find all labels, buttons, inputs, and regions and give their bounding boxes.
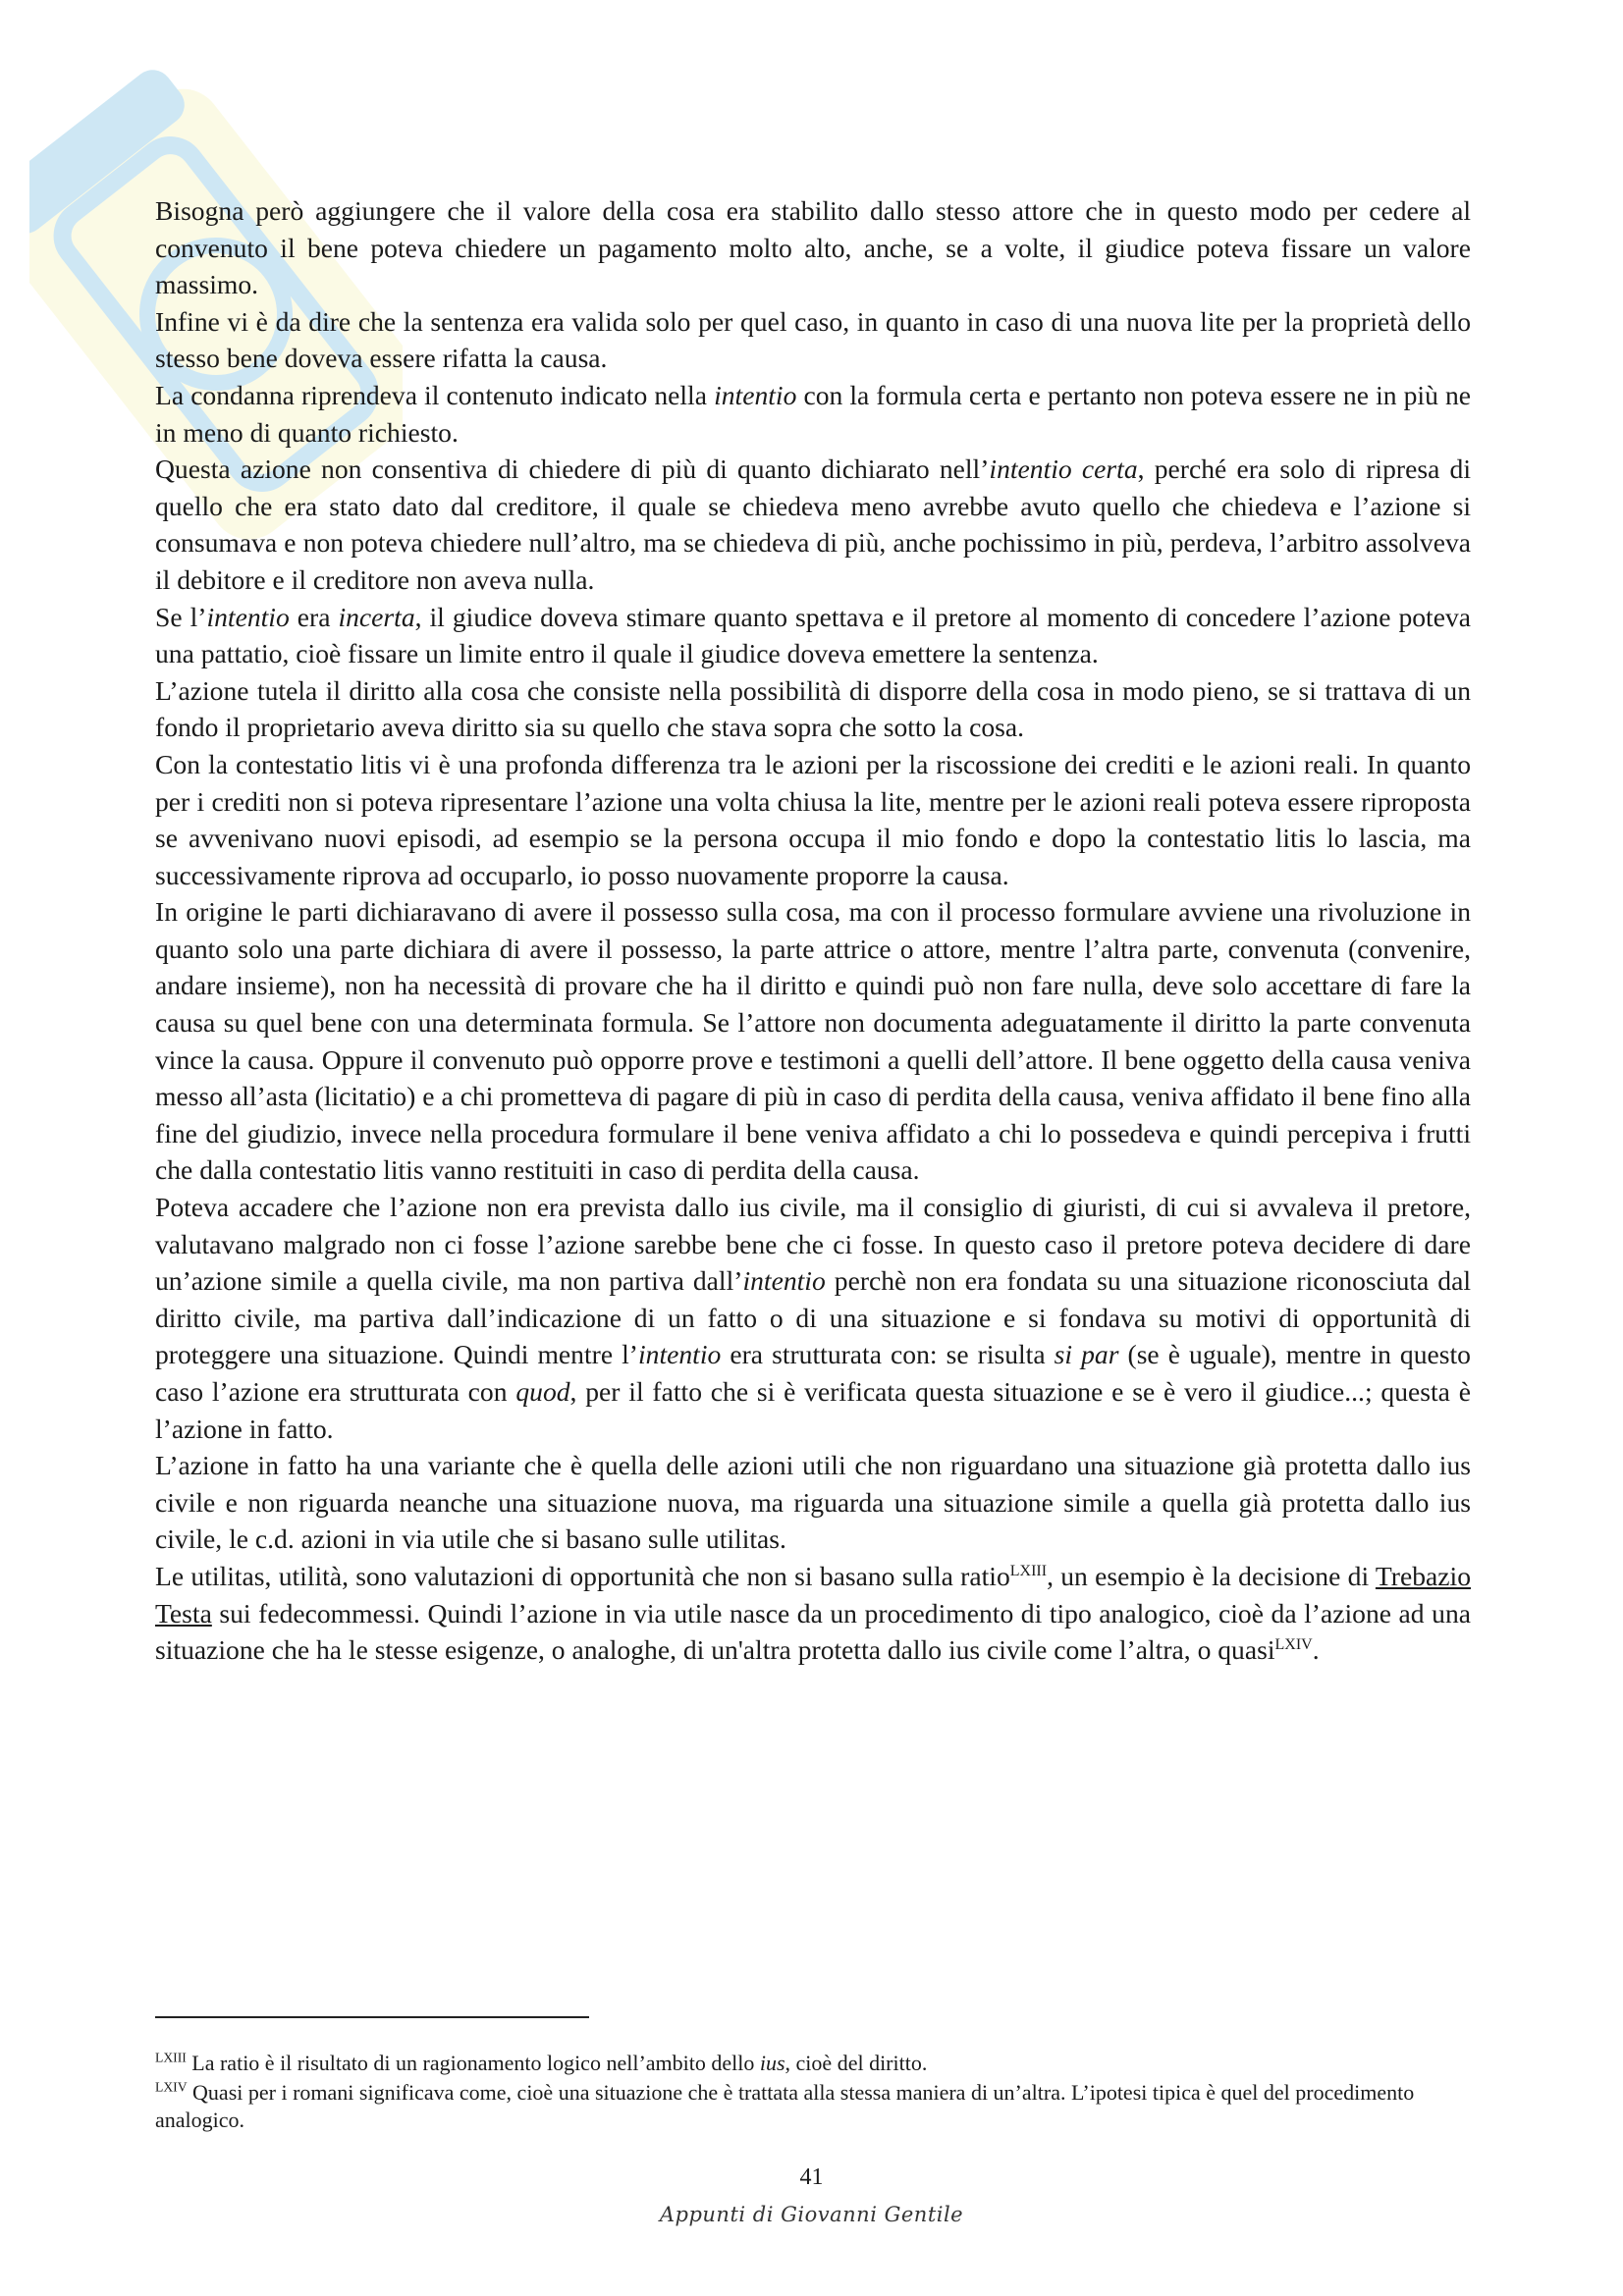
- paragraph: L’azione in fatto ha una variante che è quella delle azioni utili che non riguardano una situazione già protetta dallo ius civile e non riguarda neanche una situazione nuova, ma riguarda una situazione simile a quella già protetta dallo ius civile, le c.d. azioni in via utile che si basano sulle utilitas.: [155, 1450, 1471, 1555]
- footnote-mark: LXIV: [155, 2079, 188, 2095]
- author-signature: Appunti di Giovanni Gentile: [659, 2203, 964, 2226]
- footnote-ref[interactable]: LXIII: [1009, 1562, 1048, 1579]
- footnote: $^{LXIV}$ Quasi per i romani significava come, cioè una situazione che è trattata alla stessa maniera di un’altra. L’ipotesi tipica è quel del procedimento analogico.: [155, 2079, 1415, 2133]
- footnote: $^{LXIII}$ La ratio è il risultato di un ragionamento logico nell’ambito dello ius, cioè del diritto.: [155, 2050, 928, 2075]
- paragraph: Se l’intentio era incerta, il giudice doveva stimare quanto spettava e il pretore al momento di concedere l’azione poteva una pattatio, cioè fissare un limite entro il quale il giudice doveva emettere la sentenza.: [155, 601, 1471, 669]
- paragraph: Questa azione non consentiva di chiedere di più di quanto dichiarato nell’intentio certa, perché era solo di ripresa di quello che era stato dato dal creditore, il quale se chiedeva meno avrebbe avuto quello che chiedeva e l’azione si consumava e non poteva chiedere null’altro, ma se chiedeva di più, anche pochissimo in più, perdeva, l’arbitro assolveva il debitore e il creditore non aveva nulla.: [155, 454, 1471, 595]
- paragraph: Infine vi è da dire che la sentenza era valida solo per quel caso, in quanto in caso di una nuova lite per la proprietà dello stesso bene doveva essere rifatta la causa.: [155, 305, 1471, 374]
- paragraph: Con la contestatio litis vi è una profonda differenza tra le azioni per la riscossione dei crediti e le azioni reali. In quanto per i crediti non si poteva ripresentare l’azione una volta chiusa la lite, mentre per le azioni reali poteva essere riproposta se avvenivano nuovi episodi, ad esempio se la persona occupa il mio fondo e dopo la contestatio litis lo lascia, ma successivamente riprova ad occuparlo, io posso nuovamente proporre la causa.: [155, 748, 1471, 890]
- page-number: 41: [799, 2164, 824, 2190]
- footnote-ref[interactable]: LXIV: [1274, 1635, 1313, 1653]
- paragraph: Bisogna però aggiungere che il valore della cosa era stabilito dallo stesso attore che in questo modo per cedere al convenuto il bene poteva chiedere un pagamento molto alto, anche, se a volte, il giudice poteva fissare un valore massimo.: [155, 195, 1471, 300]
- trebazio-testa-link[interactable]: Trebazio Testa: [155, 1560, 1471, 1629]
- paragraph: Le utilitas, utilità, sono valutazioni di opportunità che non si basano sulla ratio$^{LXIII}$, un esempio è la decisione di Trebazio Testa sui fedecommessi. Quindi l’azione in via utile nasce da un procedimento di tipo analogico, cioè da l’azione ad una situazione che ha le stesse esigenze, o analoghe, di un'altra protetta dallo ius civile come l’altra, o quasi$^{LXIV}$.: [155, 1560, 1471, 1666]
- footnotes: [155, 2050, 1471, 2136]
- footnote-mark: LXIII: [155, 2050, 187, 2065]
- paragraph: L’azione tutela il diritto alla cosa che consiste nella possibilità di disporre della cosa in modo pieno, se si trattava di un fondo il proprietario aveva diritto sia su quello che stava sopra che sotto la cosa.: [155, 674, 1471, 743]
- paragraph: Poteva accadere che l’azione non era prevista dallo ius civile, ma il consiglio di giuristi, di cui si avvaleva il pretore, valutavano malgrado non ci fosse l’azione sarebbe bene che ci fosse. In questo caso il pretore poteva decidere di dare un’azione simile a quella civile, ma non partiva dall’intentio perchè non era fondata su una situazione riconosciuta dal diritto civile, ma partiva dall’indicazione di un fatto o di una situazione e si fondava su motivi di opportunità di proteggere una situazione. Quindi mentre l’intentio era strutturata con: se risulta si par (se è uguale), mentre in questo caso l’azione era strutturata con quod, per il fatto che si è verificata questa situazione e se è vero il giudice...; questa è l’azione in fatto.: [155, 1192, 1471, 1444]
- footnote-divider: [155, 2016, 589, 2018]
- document-body: [155, 192, 1471, 1669]
- paragraph: In origine le parti dichiaravano di avere il possesso sulla cosa, ma con il processo formulare avviene una rivoluzione in quanto solo una parte dichiara di avere il possesso, la parte attrice o attore, mentre l’altra parte, convenuta (convenire, andare insieme), non ha necessità di provare che ha il diritto e quindi può non fare nulla, deve solo accettare di fare la causa su quel bene con una determinata formula. Se l’attore non documenta adeguatamente il diritto la parte convenuta vince la causa. Oppure il convenuto può opporre prove e testimoni a quelli dell’attore. Il bene oggetto della causa veniva messo all’asta (licitatio) e a chi prometteva di pagare di più in caso di perdita della causa, veniva affidato il bene fino alla fine del giudizio, invece nella procedura formulare il bene veniva affidato a chi lo possedeva e quindi percepiva i frutti che dalla contestatio litis vanno restituiti in caso di perdita della causa.: [155, 896, 1471, 1186]
- paragraph: La condanna riprendeva il contenuto indicato nella intentio con la formula certa e pertanto non poteva essere ne in più ne in meno di quanto richiesto.: [155, 379, 1472, 448]
